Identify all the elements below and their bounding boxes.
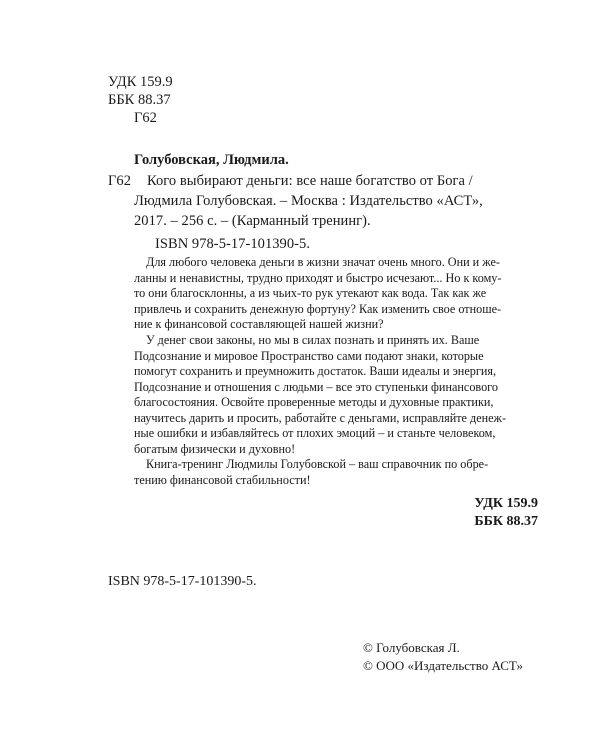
annotation-line: У денег свои законы, но мы в силах познать и принять их. Ваше <box>146 333 480 347</box>
bbk-code-right: ББК 88.37 <box>474 514 538 529</box>
isbn-bottom: ISBN 978-5-17-101390-5. <box>108 574 257 589</box>
biblio-publication-line: 2017. – 256 с. – (Карманный тренинг). <box>134 213 371 229</box>
biblio-title-line: Кого выбирают деньги: все наше богатство от Бога / <box>147 173 473 189</box>
annotation-line: Для любого человека деньги в жизни значат очень много. Они и же- <box>146 255 500 269</box>
annotation-line: ные ошибки и избавляйтесь от плохих эмоций – и станьте человеком, <box>134 426 496 440</box>
biblio-responsibility-line: Людмила Голубовская. – Москва : Издательство «АСТ», <box>134 193 483 209</box>
annotation-line: Подсознание и мировое Пространство сами подают знаки, которые <box>134 348 484 363</box>
annotation-line: то они благосклонны, а из чьих-то рук утекают как вода. Так как же <box>134 286 487 300</box>
biblio-isbn: ISBN 978-5-17-101390-5. <box>155 236 310 252</box>
annotation-line: ние к финансовой составляющей нашей жизни? <box>134 317 384 331</box>
annotation-line: благосостояния. Освойте проверенные методы и духовные практики, <box>134 395 494 409</box>
annotation-line: тению финансовой стабильности! <box>134 472 311 487</box>
copyright-publisher: © ООО «Издательство АСТ» <box>363 658 524 673</box>
biblio-sign: Г62 <box>108 173 132 189</box>
annotation-line: научитесь дарить и просить, работайте с деньгами, исправляйте денеж- <box>134 410 507 425</box>
annotation-line: ланны и ненавистны, трудно приходят и быстро исчезают... Но к кому- <box>134 270 502 285</box>
bbk-code: ББК 88.37 <box>108 92 171 108</box>
copyright-author: © Голубовская Л. <box>363 640 460 655</box>
udk-code-right: УДК 159.9 <box>474 496 538 511</box>
annotation-line: привлечь и сохранить денежную фортуну? Как изменить свое отноше- <box>134 301 502 316</box>
author-heading: Голубовская, Людмила. <box>134 152 289 168</box>
annotation-line: помогут сохранить и преумножить достаток. Ваши идеалы и энергия, <box>134 364 497 378</box>
annotation-line: богатым физически и духовно! <box>134 441 296 456</box>
annotation-line: Книга-тренинг Людмилы Голубовской – ваш справочник по обре- <box>146 457 489 471</box>
annotation-line: Подсознание и отношения с людьми – все это ступеньки финансового <box>134 379 498 394</box>
author-sign: Г62 <box>134 110 157 126</box>
udk-code: УДК 159.9 <box>108 74 173 90</box>
